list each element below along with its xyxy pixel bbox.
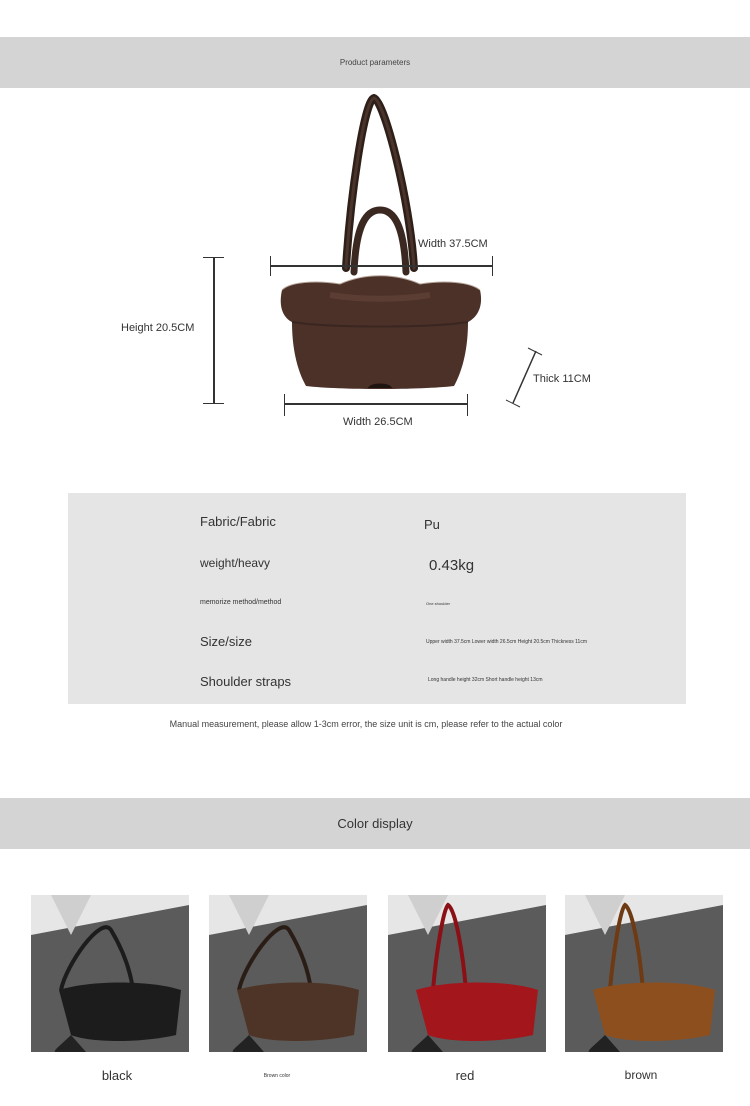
spec-value-size: Upper width 37.5cm Lower width 26.5cm Height 20.5cm Thickness 11cm [426, 639, 587, 645]
width-bottom-tick-right [467, 394, 468, 416]
spec-label-straps: Shoulder straps [200, 674, 292, 689]
height-line [213, 258, 215, 403]
spec-value-fabric: Pu [424, 517, 440, 532]
swatch-brown-color[interactable] [209, 895, 367, 1052]
product-parameters-title: Product parameters [339, 58, 411, 67]
spec-label-size: Size/size [200, 634, 253, 649]
spec-value-weight: 0.43kg [429, 557, 475, 574]
spec-value-straps: Long handle height 32cm Short handle height 13cm [428, 677, 543, 683]
width-bottom-line [285, 403, 467, 405]
bag-photo-brown [565, 895, 723, 1052]
height-label: Height 20.5CM [121, 322, 195, 334]
width-top-tick-right [492, 256, 493, 276]
measurement-note: Manual measurement, please allow 1-3cm error, the size unit is cm, please refer to the actual color [169, 719, 563, 729]
width-bottom-label: Width 26.5CM [343, 416, 413, 428]
width-top-tick-left [270, 256, 271, 276]
swatch-brown[interactable] [565, 895, 723, 1052]
height-tick-top [203, 257, 224, 258]
swatch-red[interactable] [388, 895, 546, 1052]
swatch-label-red: red [455, 1068, 475, 1083]
width-top-label: Width 37.5CM [418, 238, 488, 250]
bag-photo-brown-color [209, 895, 367, 1052]
bag-photo-black [31, 895, 189, 1052]
height-tick-bottom [203, 403, 224, 404]
color-display-header [0, 798, 750, 849]
swatch-label-brown-color: Brown color [263, 1073, 291, 1079]
spec-label-method: memorize method/method [200, 599, 282, 606]
bag-photo-red [388, 895, 546, 1052]
thick-label: Thick 11CM [533, 373, 591, 385]
swatch-black[interactable] [31, 895, 189, 1052]
product-parameters-header [0, 37, 750, 88]
swatch-label-black: black [101, 1068, 133, 1083]
width-top-line [271, 265, 493, 267]
width-bottom-tick-left [284, 394, 285, 416]
spec-table [68, 493, 686, 704]
color-display-title: Color display [337, 816, 413, 831]
swatch-label-brown: brown [624, 1068, 658, 1082]
spec-value-method: One shoulder [426, 601, 451, 606]
spec-label-weight: weight/heavy [200, 556, 271, 570]
spec-label-fabric: Fabric/Fabric [200, 514, 276, 529]
